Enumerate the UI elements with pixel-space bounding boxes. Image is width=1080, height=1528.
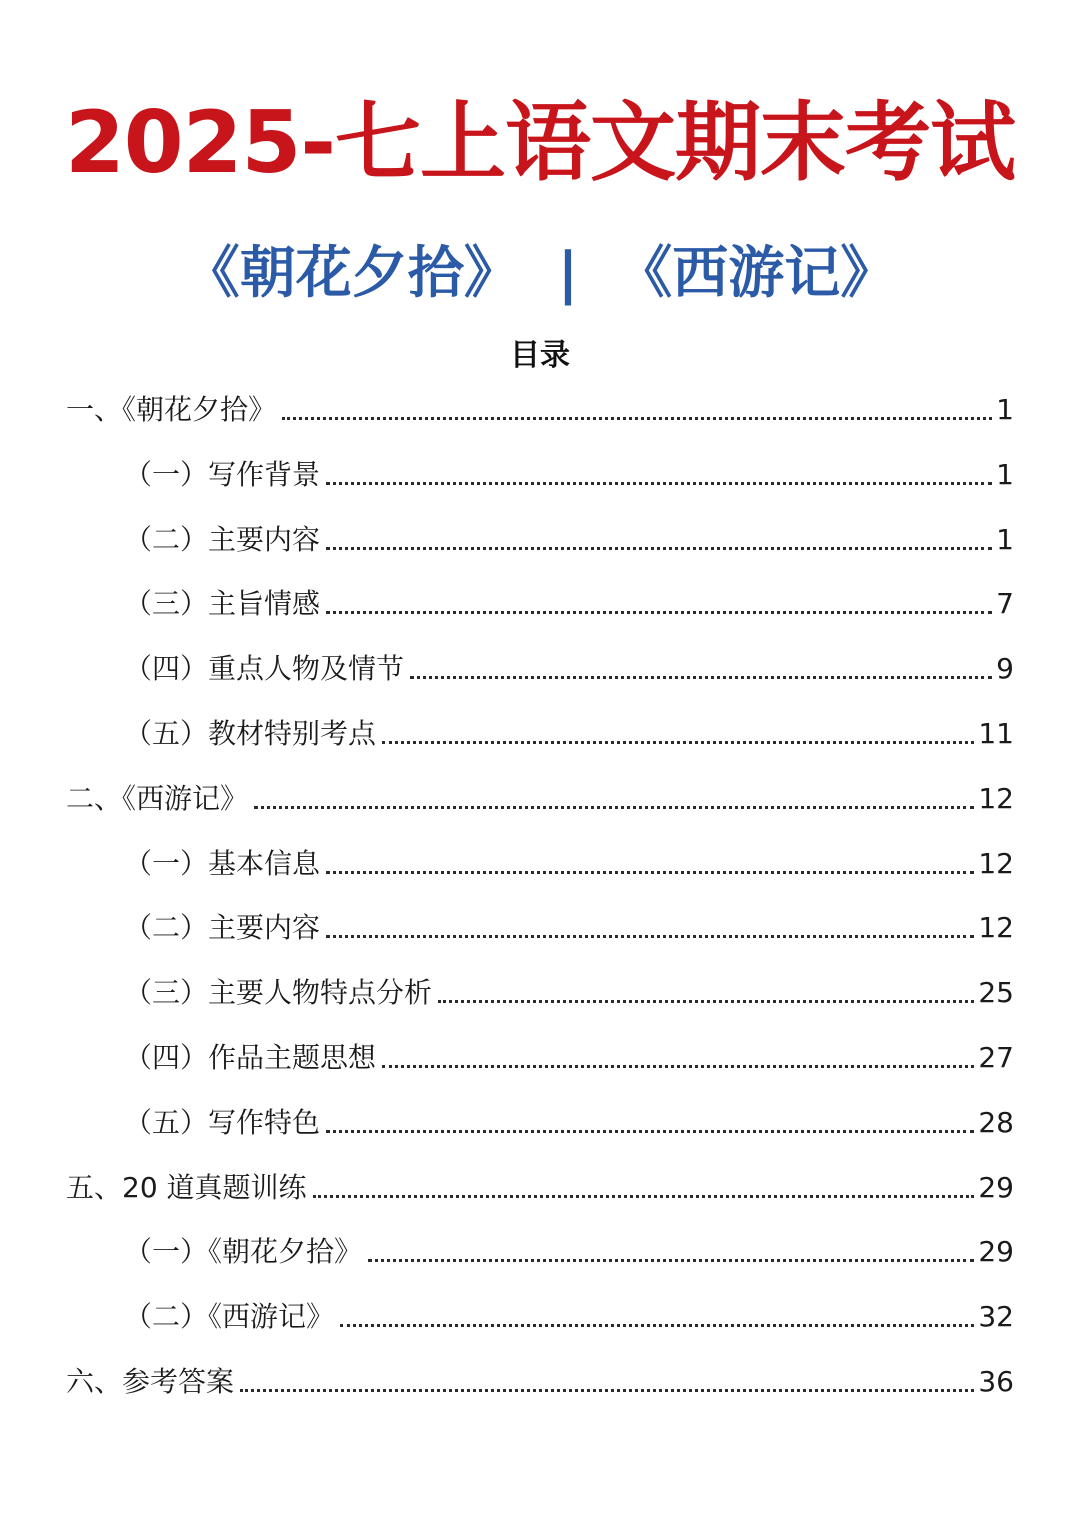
toc-section-entry[interactable]: [66, 775, 1014, 819]
toc-entry-label: （二）《西游记》: [124, 1300, 335, 1334]
toc-dot-leader: [282, 417, 992, 420]
toc-dot-leader: [254, 806, 974, 809]
toc-entry-label: （四）作品主题思想: [124, 1041, 377, 1074]
toc-dot-leader: [410, 676, 992, 679]
toc-entry-label: （一）写作背景: [124, 457, 321, 491]
toc-entry-label: （三）主要人物特点分析: [124, 976, 433, 1010]
subtitle-book-zhaohuaxishi: 《朝花夕拾》: [183, 241, 520, 306]
document-title: 2025-七上语文期末考试: [64, 93, 1016, 193]
toc-entry-page-number: 12: [978, 781, 1014, 815]
subtitle-separator: |: [557, 241, 579, 306]
toc-subsection-entry[interactable]: [124, 840, 1014, 884]
toc-entry-page-number: 27: [978, 1041, 1014, 1074]
toc-entry-page-number: 25: [978, 976, 1014, 1010]
toc-entry-label: 六、参考答案: [66, 1365, 235, 1398]
toc-subsection-entry[interactable]: [124, 580, 1014, 624]
toc-entry-page-number: 29: [978, 1170, 1014, 1204]
toc-entry-label: （四）重点人物及情节: [124, 652, 405, 686]
toc-dot-leader: [313, 1195, 975, 1198]
toc-subsection-entry[interactable]: [124, 451, 1014, 495]
toc-entry-label: （二）主要内容: [124, 522, 321, 556]
toc-subsection-entry[interactable]: [124, 516, 1014, 560]
toc-entry-page-number: 1: [996, 522, 1014, 556]
toc-entry-page-number: 12: [978, 846, 1014, 880]
toc-entry-page-number: 36: [978, 1365, 1014, 1398]
subtitle-book-xiyouji: 《西游记》: [616, 241, 897, 306]
toc-dot-leader: [326, 1130, 974, 1133]
toc-entry-label: （一）基本信息: [124, 846, 321, 880]
toc-entry-label: （一）《朝花夕拾》: [124, 1235, 363, 1269]
toc-dot-leader: [326, 547, 992, 550]
toc-dot-leader: [340, 1324, 974, 1327]
toc-dot-leader: [326, 935, 974, 938]
toc-subsection-entry[interactable]: [124, 645, 1014, 689]
toc-entry-page-number: 12: [978, 911, 1014, 945]
toc-subsection-entry[interactable]: [124, 1099, 1014, 1143]
toc-subsection-entry[interactable]: [124, 1228, 1014, 1272]
toc-entry-page-number: 1: [996, 457, 1014, 491]
toc-entry-page-number: 7: [996, 587, 1014, 621]
toc-dot-leader: [382, 741, 974, 744]
toc-section-entry[interactable]: [66, 1358, 1014, 1402]
toc-subsection-entry[interactable]: [124, 1293, 1014, 1337]
toc-entry-page-number: 29: [978, 1235, 1014, 1269]
toc-entry-label: 五、20 道真题训练: [66, 1170, 307, 1204]
toc-entry-label: （三）主旨情感: [124, 587, 321, 621]
toc-entry-label: 一、《朝花夕拾》: [66, 393, 277, 426]
toc-entry-page-number: 32: [978, 1300, 1014, 1334]
toc-dot-leader: [438, 1000, 974, 1003]
toc-entry-page-number: 28: [978, 1105, 1014, 1139]
toc-entry-page-number: 9: [996, 652, 1014, 686]
toc-entry-page-number: 1: [996, 393, 1014, 426]
toc-dot-leader: [382, 1065, 974, 1068]
document-subtitle: [0, 238, 1080, 310]
toc-section-entry[interactable]: [66, 386, 1014, 430]
toc-entry-label: （五）教材特别考点: [124, 717, 377, 750]
toc-dot-leader: [326, 871, 974, 874]
toc-entry-label: （五）写作特色: [124, 1105, 321, 1139]
toc-subsection-entry[interactable]: [124, 1034, 1014, 1078]
toc-subsection-entry[interactable]: [124, 969, 1014, 1013]
toc-dot-leader: [326, 482, 992, 485]
toc-heading: 目录: [510, 338, 570, 373]
toc-subsection-entry[interactable]: [124, 710, 1014, 754]
toc-entry-label: （二）主要内容: [124, 911, 321, 945]
toc-subsection-entry[interactable]: [124, 904, 1014, 948]
toc-dot-leader: [240, 1389, 974, 1392]
toc-entry-label: 二、《西游记》: [66, 781, 249, 815]
toc-entry-page-number: 11: [978, 717, 1014, 750]
toc-dot-leader: [368, 1259, 974, 1262]
toc-section-entry[interactable]: [66, 1164, 1014, 1208]
toc-dot-leader: [326, 611, 992, 614]
